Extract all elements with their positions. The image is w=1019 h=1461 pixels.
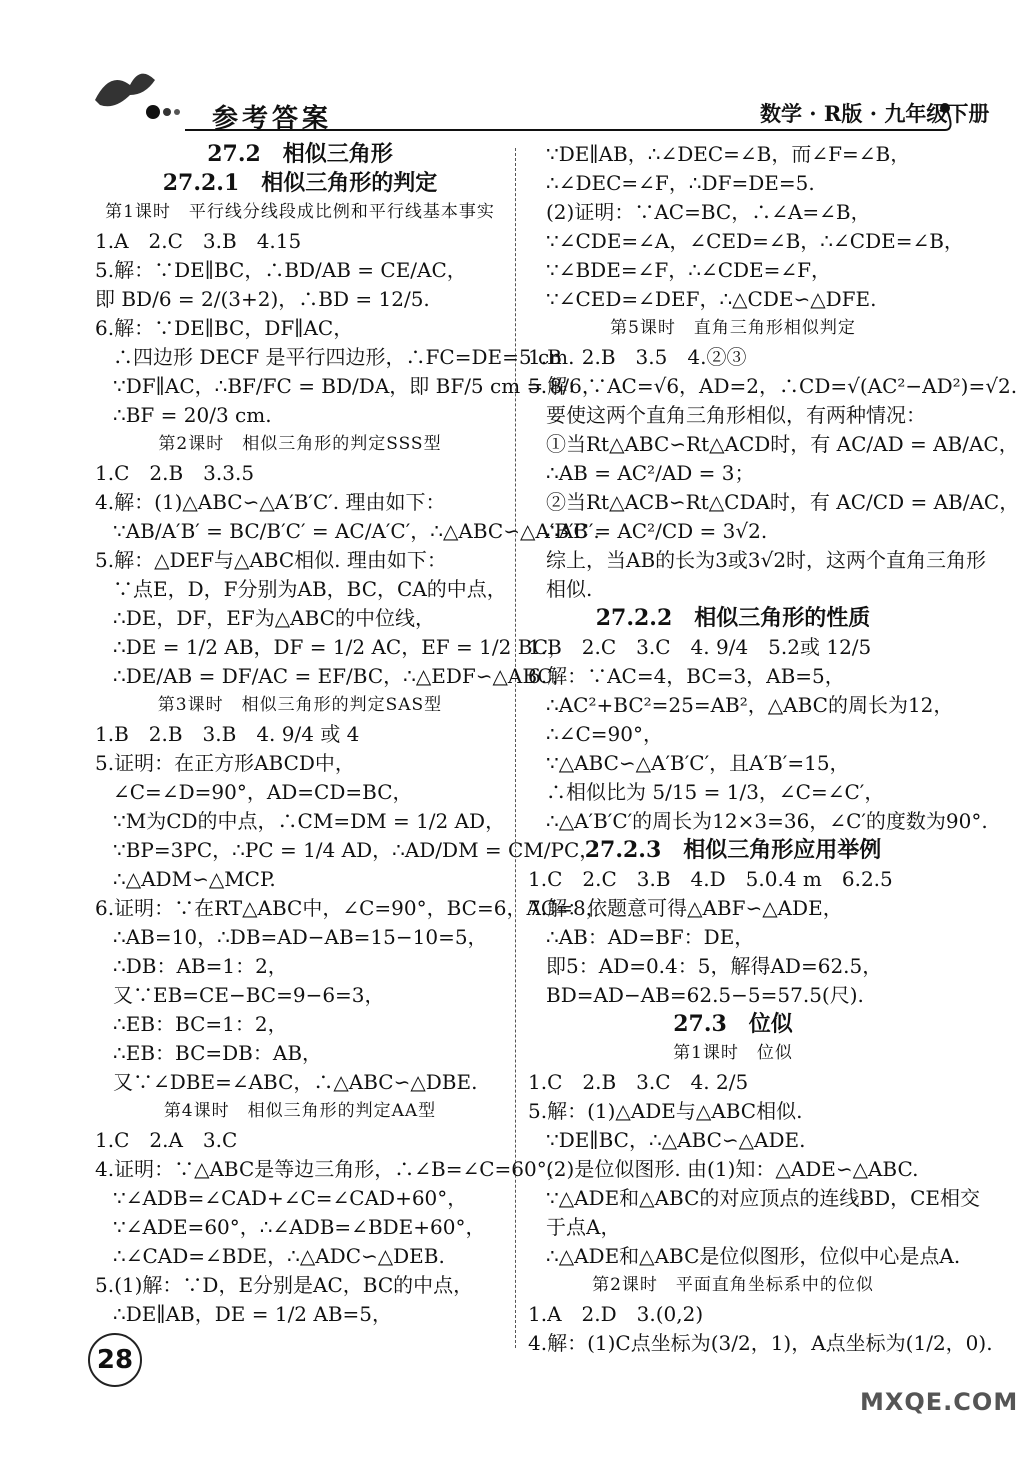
answer-line: 6.解：∵DE∥BC，DF∥AC， [95,316,354,340]
answer-line: ∵DE∥BC，∴△ABC∽△ADE. [546,1128,806,1152]
answer-line: 7.解：依题意可得△ABF∽△ADE， [528,896,843,920]
answer-line: 即 BD/6 = 2/(3+2)，∴BD = 12/5. [95,287,430,311]
answer-line: ∵∠CDE=∠A，∠CED=∠B，∴∠CDE=∠B， [546,229,964,253]
answer-line: ∵∠ADB=∠CAD+∠C=∠CAD+60°， [113,1186,468,1210]
answer-line: 又∵EB=CE−BC=9−6=3， [113,983,385,1007]
answer-line: ∴EB：BC=DB：AB， [113,1041,323,1065]
answer-line: 1.A 2.C 3.B 4.15 [95,229,302,253]
lesson-heading: 第5课时 直角三角形相似判定 [610,318,856,338]
header-book-info: 数学 · R版 · 九年级下册 [760,101,990,126]
answer-line: 4.证明：∵△ABC是等边三角形，∴∠B=∠C=60°， [95,1157,567,1181]
answer-line: ∴△ADE和△ABC是位似图形，位似中心是点A. [546,1244,961,1268]
answer-line: 5.解：∵AC=√6，AD=2，∴CD=√(AC²−AD²)=√2. [528,374,1018,398]
page-number: 28 [88,1333,142,1387]
lesson-heading: 第3课时 相似三角形的判定SAS型 [157,695,443,715]
answer-line: ∠C=∠D=90°，AD=CD=BC， [113,780,413,804]
section-heading: 27.2.1 相似三角形的判定 [162,170,438,196]
answer-line: 相似. [546,577,593,601]
section-heading: 27.2.3 相似三角形应用举例 [584,837,882,863]
answer-line: ∴∠DEC=∠F，∴DF=DE=5. [546,171,815,195]
answer-line: ∵∠BDE=∠F，∴∠CDE=∠F， [546,258,832,282]
answer-line: ∵DF∥AC，∴BF/FC = BD/DA，即 BF/5 cm = 8/6， [113,374,602,398]
answer-line: 1.B 2.C 3.C 4. 9/4 5.2或 12/5 [528,635,872,659]
answer-line: ∵△ABC∽△A′B′C′，且A′B′=15， [546,751,850,775]
answer-line: BD=AD−AB=62.5−5=57.5(尺). [546,983,864,1007]
lesson-heading: 第1课时 位似 [673,1043,793,1063]
answer-line: 6.证明：∵在RT△ABC中，∠C=90°，BC=6，AC=8， [95,896,606,920]
watermark: MXQE.COM [860,1388,1019,1416]
answer-line: ∴AB = AC²/CD = 3√2. [546,519,768,543]
answer-line: ②当Rt△ACB∽Rt△CDA时，有 AC/CD = AB/AC， [546,490,1019,514]
answer-line: ∴AB：AD=BF：DE， [546,925,755,949]
answer-line: ∴∠C=90°， [546,722,663,746]
answer-line: ∴EB：BC=1：2， [113,1012,288,1036]
answer-line: 1.C 2.B 3.C 4. 2/5 [528,1070,749,1094]
answer-line: ∴DE∥AB，DE = 1/2 AB=5， [113,1302,393,1326]
answer-line: ∴BF = 20/3 cm. [113,403,272,427]
section-heading: 27.3 位似 [673,1011,793,1037]
answer-line: ∴DE = 1/2 AB，DF = 1/2 AC，EF = 1/2 BC， [113,635,569,659]
lesson-heading: 第1课时 平行线分线段成比例和平行线基本事实 [105,202,495,222]
lesson-heading: 第2课时 相似三角形的判定SSS型 [158,434,442,454]
answer-line: 于点A， [546,1215,621,1239]
answer-line: 6.解：∵AC=4，BC=3，AB=5， [528,664,845,688]
answer-line: 5.解：△DEF与△ABC相似. 理由如下： [95,548,447,572]
answer-line: ∵AB/A′B′ = BC/B′C′ = AC/A′C′，∴△ABC∽△A′B′C′. [113,519,600,543]
answer-line: ∴△A′B′C′的周长为12×3=36，∠C′的度数为90°. [546,809,988,833]
answer-line: 5.解：∵DE∥BC，∴BD/AB = CE/AC， [95,258,467,282]
answer-line: 1.C 2.A 3.C [95,1128,238,1152]
lesson-heading: 第2课时 平面直角坐标系中的位似 [592,1275,874,1295]
answer-line: 1.C 2.C 3.B 4.D 5.0.4 m 6.2.5 [528,867,893,891]
answer-line: ∵∠CED=∠DEF，∴△CDE∽△DFE. [546,287,877,311]
answer-line: 1.A 2.D 3.(0,2) [528,1302,704,1326]
answer-line: 即5：AD=0.4：5，解得AD=62.5， [546,954,883,978]
answer-line: ∴AB=10，∴DB=AD−AB=15−10=5， [113,925,488,949]
answer-line: ∴DE，DF，EF为△ABC的中位线， [113,606,435,630]
answer-line: 1.B 2.B 3.5 4.②③ [528,345,747,369]
answer-line: (2)证明：∵AC=BC，∴∠A=∠B， [546,200,871,224]
answer-line: 1.B 2.B 3.B 4. 9/4 或 4 [95,722,360,746]
answer-line: 5.解：(1)△ADE与△ABC相似. [528,1099,803,1123]
answer-line: 5.证明：在正方形ABCD中， [95,751,355,775]
answer-line: 综上，当AB的长为3或3√2时，这两个直角三角形 [546,548,987,572]
answer-line: 5.(1)解：∵D，E分别是AC，BC的中点， [95,1273,474,1297]
answer-line: ∵△ADE和△ABC的对应顶点的连线BD，CE相交 [546,1186,981,1210]
answer-line: ∴相似比为 5/15 = 1/3，∠C=∠C′， [546,780,885,804]
answer-line: ∴AB = AC²/AD = 3； [546,461,755,485]
right-column [528,140,1019,1358]
answer-line: 4.解：(1)△ABC∽△A′B′C′. 理由如下： [95,490,446,514]
section-heading: 27.2 相似三角形 [207,141,393,167]
answer-line: ∵DE∥AB，∴∠DEC=∠B，而∠F=∠B， [546,142,911,166]
answer-line: (2)是位似图形. 由(1)知：△ADE∽△ABC. [546,1157,919,1181]
section-heading: 27.2.2 相似三角形的性质 [595,605,871,631]
answer-line: ∵BP=3PC，∴PC = 1/4 AD，∴AD/DM = CM/PC， [113,838,600,862]
answer-line: 要使这两个直角三角形相似，有两种情况： [546,403,926,427]
answer-line: ∵∠ADE=60°，∴∠ADB=∠BDE+60°， [113,1215,486,1239]
answer-line: ∵点E，D，F分别为AB，BC，CA的中点， [113,577,507,601]
answer-line: ①当Rt△ABC∽Rt△ACD时，有 AC/AD = AB/AC， [546,432,1019,456]
answer-line: ∴∠CAD=∠BDE，∴△ADC∽△DEB. [113,1244,445,1268]
answer-line: ∴DE/AB = DF/AC = EF/BC，∴△EDF∽△ABC. [113,664,559,688]
answer-line: ∴四边形 DECF 是平行四边形，∴FC=DE=5 cm. [113,345,575,369]
answer-line: ∴△ADM∽△MCP. [113,867,276,891]
answer-line: 1.C 2.B 3.3.5 [95,461,255,485]
answer-line: 4.解：(1)C点坐标为(3/2，1)，A点坐标为(1/2，0). [528,1331,993,1355]
answer-line: 又∵∠DBE=∠ABC，∴△ABC∽△DBE. [113,1070,478,1094]
answer-line: ∵M为CD的中点，∴CM=DM = 1/2 AD， [113,809,506,833]
lesson-heading: 第4课时 相似三角形的判定AA型 [163,1101,437,1121]
answer-line: ∴AC²+BC²=25=AB²，△ABC的周长为12， [546,693,954,717]
answer-line: ∴DB：AB=1：2， [113,954,288,978]
header-title: 参考答案 [212,104,333,134]
